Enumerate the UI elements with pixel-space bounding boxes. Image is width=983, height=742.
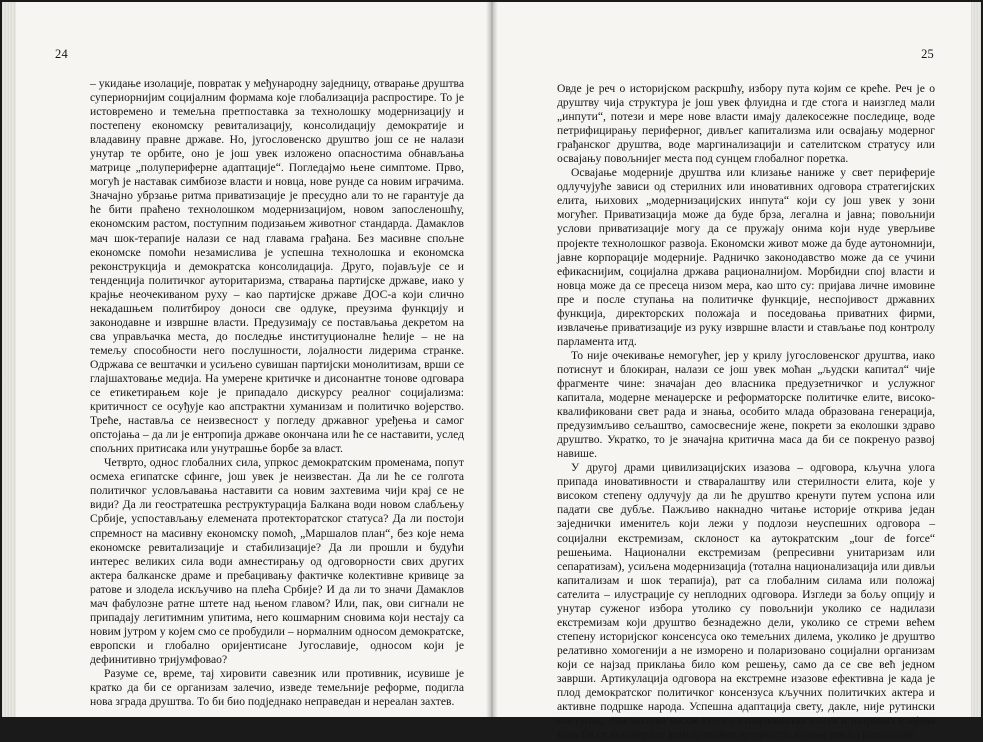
page-number-left: 24 (55, 47, 68, 61)
left-text-column (90, 77, 464, 709)
paragraph: Освајање модерније друштва или клизање наниже у свет периферије одлучујуће зависи од стерилних или иновативних одговора стратегијских елита, њихових „модернизацијских инпута“ који су још увек у зони могућег. Приватизација може да буде брза, легална и јавна; повољнији услови приватизације могу да се пружају онима који нуде уверљиве пројекте технолошког развоја. Економски живот може да буде аутономнији, јавне корпорације модерније. Радничко законодавство може да се учини ефикаснијим, социјална држава рационалнијом. Морбидни спој власти и новца може да се пресеца низом мера, као што су: пријава личне имовине пре и после ступања на политичке функције, неспојивост државних функција, директорских положаја и поседовања приватних фирми, извлачење приватизације из руку извршне власти и стављање под контролу парламента итд. (557, 166, 935, 348)
page-edge-right (971, 2, 981, 717)
left-page (2, 2, 490, 717)
page-edge-left (2, 2, 16, 717)
paragraph: Четврто, однос глобалних сила, упркос демократским променама, попут осмеха египатске сфинге, још увек је неизвестан. Да ли ће се голгота политичког условљавања наставити са новим захтевима чији крај се не види? Да ли геостратешка реструктурација Балкана води новом слабљењу Србије, успостављању елемената протекторатског статуса? Да ли постоји спремност на масивну економску помоћ, „Маршалов план“, без које нема економске ревитализације и стабилизације? Да ли прошли и будући интерес великих сила води амнестирању од одговорности свих других актера балканске драме и пребацивању фактичке колективне кривице за ратове и злодела искључиво на плећа Србије? И да ли то значи Дамаклов мач фабулозне ратне штете над њеном главом? Или, пак, ови сигнали не припадају легитимним упитима, него кошмарним сновима који нестају са новим јутром у којем смо се пробудили – нормалним односом демократске, европски и глобално оријентисане Југославије, односом који је дефинитивно тријумфовао? (90, 456, 464, 666)
paragraph: – укидање изолације, повратак у међународну заједницу, отварање друштва супериорнијим социјалним формама које глобализација распростире. То је истовремено и темељна претпоставка за технолошку модернизацију и постепену економску ревитализацију, консолидацију демократије и владавину правне државе. Но, југословенско друштво још се не налази унутар те орбите, оно је још увек изложено опасностима обнављања матрице „полупериферне адаптације“. Погледајмо њене симптоме. Прво, могућ је наставак симбиозе власти и новца, нове рунде са новим играчима. Значајно убрзање ритма приватизације је пресудно али то не гарантује да ће бити праћено технолошком модернизацијом, новом запосленошћу, економским растом, поступним подизањем животног стандарда. Дамаклов мач шок-терапије налази се над главама грађана. Без масивне спољне економске помоћи незамислива је успешна технолошка и економска реконструкција и демократска консолидација. Друго, појављује се и тенденција политичког ауторитаризма, стварања партијске државе, иако у крајње неочекиваном руху – као партијске државе ДОС-а који слично некадашњем политбироу доноси све одлуке, преузима функцију и законодавне и извршне власти. Предузимају се постављања декретом на сва управљачка места, до последње институционалне ћелије – не на темељу способности него послушности, лојалности лидерима странке. Одржава се вештачки и усиљено сувишан партијски монолитизам, врши се глајшахтовање медија. На умерене критичке и дисонантне тонове одговара се етикетирањем које је припадало дискурсу реалног социјализма: критичност се осуђује као апстрактни хуманизам и политичко војерство. Треће, наставља се неизвесност у погледу државног уређења и самог опстојања – да ли је ентропија државе окончана или ће се наставити, услед спољних притисака или унутрашње борбе за власт. (90, 77, 464, 456)
paragraph: Разуме се, време, тај хировити савезник или противник, исувише је кратко да би се организам залечио, изведе темељније реформе, подигла нова зграда друштва. То би био подједнако неправедан и нереалан захтев. (90, 666, 464, 709)
right-text-column (557, 82, 935, 742)
page-number-right: 25 (921, 47, 934, 61)
paragraph: То није очекивање немогућег, јер у крилу југословенског друштва, иако потиснут и блокиран, налази се још увек моћан „људски капитал“ чије фрагменте чине: значајан део власника предузетничког и услужног капитала, модерне менаџерске и реформаторске политичке елите, високо-квалификовани свет рада и знања, особито млада образована генерација, предузимљиво сељаштво, самосвесније жене, покрети за еколошки здраво друштво. Укратко, то је значајна критична маса да би се покренуо развој навише. (557, 348, 935, 461)
paragraph: У другој драми цивилизацијских изазова – одговора, кључна улога припада иновативности и стваралаштву или стерилности елита, које у високом степену одлучују да ли ће друштво кренути путем успона или падати све дубље. Пажљиво накнадно читање историје открива један заједнички именитељ који лежи у подлози неуспешних одговора – социјални екстремизам, склоност ка аутократским „tour de force“ решењима. Национални екстремизам (репресивни унитаризам или сепаратизам), усиљена модернизација (тотална национализација или дивљи капитализам и шок терапија), рат са глобалним силама или положај сателита – илустрације су неплодних одговора. Изгледи за бољу опцију и унутар суженог избора утолико су повољнији уколико се надилази екстремизам који друштво безнадежно дели, уколико се стреми већем степену историјског консенсуса око темељних дилема, уколико је друштво релативно хомогенији а не изморено и поларизовано социјални организам који се најзад приклања било ком решењу, само да се све већ једном заврши. Артикулација одговора на екстремне изазове ефективна је када је плод демократског политичког консензуса кључних политичких актера и активне подршке народа. Успешна адаптација свету, дакле, није рутински поступак, она захтева висок степен стваралаштва елита и широких слојева како би се активирале компаративне предности којима земља располаже. (557, 461, 935, 742)
right-page (492, 2, 981, 742)
paragraph: Овде је реч о историјском раскршћу, избору пута којим се креће. Реч је о друштву чија структура је још увек флуидна и где стога и наизглед мали „инпути“, потези и мере нове власти имају далекосежне последице, воде петрифицирању периферног, дивљег капитализма или освајању модерног грађанског друштва, воде маргинализацији и сателитском стратусу или освајању повољнијег места под сунцем глобалног поретка. (557, 82, 935, 166)
book-gutter (486, 2, 498, 717)
book-spread (2, 2, 981, 742)
